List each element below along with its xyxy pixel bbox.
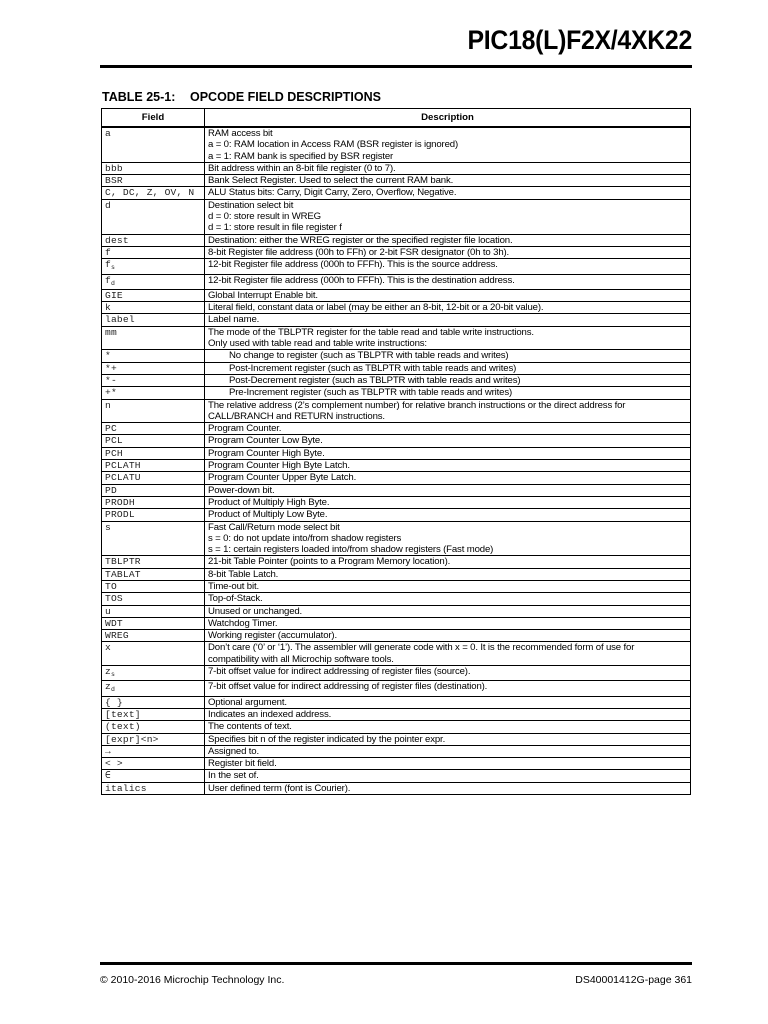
- table-row: [102, 447, 691, 459]
- description-line: Product of Multiply Low Byte.: [208, 509, 328, 521]
- table-row: [102, 175, 691, 187]
- description-line: Watchdog Timer.: [208, 617, 278, 629]
- field-cell: (text): [102, 721, 205, 733]
- table-row: [102, 770, 691, 782]
- table-row: [102, 666, 691, 681]
- description-cell: [205, 782, 691, 794]
- table-caption: [102, 89, 381, 105]
- table-row: [102, 733, 691, 745]
- description-cell: [205, 162, 691, 174]
- table-row: [102, 350, 691, 362]
- description-cell: [205, 447, 691, 459]
- field-cell: a: [102, 127, 205, 162]
- description-line: compatibility with all Microchip software tools.: [208, 653, 394, 665]
- description-line: CALL/BRANCH and RETURN instructions.: [208, 410, 385, 422]
- field-cell: u: [102, 605, 205, 617]
- field-cell: WDT: [102, 617, 205, 629]
- description-line: s = 1: certain registers loaded into/from shadow registers (Fast mode): [208, 544, 494, 556]
- field-cell: k: [102, 302, 205, 314]
- column-header-field: Field: [102, 109, 205, 128]
- field-cell: bbb: [102, 162, 205, 174]
- description-line: User defined term (font is Courier).: [208, 782, 351, 794]
- table-row: [102, 556, 691, 568]
- description-line: 21-bit Table Pointer (points to a Program Memory location).: [208, 556, 451, 568]
- description-line: Post-Increment register (such as TBLPTR with table reads and writes): [229, 362, 517, 374]
- description-line: Specifies bit n of the register indicated by the pointer expr.: [208, 733, 446, 745]
- description-cell: [205, 593, 691, 605]
- description-cell: [205, 696, 691, 708]
- table-number: TABLE 25-1:: [102, 90, 176, 104]
- field-cell: $z_d$: [102, 681, 205, 696]
- table-row: [102, 681, 691, 696]
- description-cell: [205, 642, 691, 666]
- description-cell: [205, 630, 691, 642]
- description-cell: [205, 758, 691, 770]
- description-cell: [205, 362, 691, 374]
- description-line: Bit address within an 8-bit file register (0 to 7).: [208, 162, 396, 174]
- description-cell: [205, 708, 691, 720]
- table-row: [102, 617, 691, 629]
- field-cell: +*: [102, 387, 205, 399]
- description-cell: [205, 399, 691, 423]
- field-cell: ∈: [102, 770, 205, 782]
- field-cell: PCLATH: [102, 460, 205, 472]
- table-row: [102, 642, 691, 666]
- document-title: PIC18(L)F2X/4XK22: [467, 25, 692, 55]
- description-cell: [205, 314, 691, 326]
- page-footer: [100, 962, 692, 992]
- table-row: [102, 314, 691, 326]
- field-cell: $\overline{TO}$: [102, 580, 205, 592]
- description-line: s = 0: do not update into/from shadow registers: [208, 532, 402, 544]
- field-cell: $f_d$: [102, 274, 205, 289]
- description-line: 7-bit offset value for indirect addressing of register files (destination).: [208, 681, 488, 693]
- description-line: The contents of text.: [208, 721, 292, 733]
- opcode-field-table: [101, 108, 691, 795]
- description-cell: [205, 350, 691, 362]
- description-cell: [205, 681, 691, 696]
- description-line: d = 0: store result in WREG: [208, 211, 321, 223]
- table-row: [102, 234, 691, 246]
- field-cell: TABLAT: [102, 568, 205, 580]
- table-row: [102, 460, 691, 472]
- table-row: [102, 187, 691, 199]
- description-line: Register bit field.: [208, 758, 277, 770]
- table-row: [102, 199, 691, 234]
- field-cell: s: [102, 521, 205, 556]
- table-row: [102, 259, 691, 274]
- field-cell: PC: [102, 423, 205, 435]
- table-body: [102, 127, 691, 795]
- description-cell: [205, 509, 691, 521]
- description-line: No change to register (such as TBLPTR with table reads and writes): [229, 350, 509, 362]
- description-line: 12-bit Register file address (000h to FFFh). This is the destination address.: [208, 274, 515, 286]
- description-line: a = 0: RAM location in Access RAM (BSR register is ignored): [208, 139, 459, 151]
- copyright-notice: © 2010-2016 Microchip Technology Inc.: [100, 974, 285, 986]
- description-line: Fast Call/Return mode select bit: [208, 521, 340, 533]
- description-line: Only used with table read and table write instructions:: [208, 338, 427, 350]
- field-cell: GIE: [102, 289, 205, 301]
- table-row: [102, 484, 691, 496]
- field-cell: *: [102, 350, 205, 362]
- description-cell: [205, 496, 691, 508]
- description-cell: [205, 721, 691, 733]
- description-cell: [205, 234, 691, 246]
- description-line: Assigned to.: [208, 745, 259, 757]
- description-cell: [205, 127, 691, 162]
- description-cell: [205, 580, 691, 592]
- field-cell: PCL: [102, 435, 205, 447]
- description-cell: [205, 745, 691, 757]
- table-row: [102, 374, 691, 386]
- table-row: [102, 435, 691, 447]
- field-cell: f: [102, 246, 205, 258]
- description-cell: [205, 568, 691, 580]
- table-row: [102, 782, 691, 794]
- description-cell: [205, 605, 691, 617]
- description-line: Pre-Increment register (such as TBLPTR with table reads and writes): [229, 387, 513, 399]
- field-cell: < >: [102, 758, 205, 770]
- description-cell: [205, 302, 691, 314]
- description-line: Product of Multiply High Byte.: [208, 496, 330, 508]
- description-line: 12-bit Register file address (000h to FFFh). This is the source address.: [208, 259, 498, 271]
- table-row: [102, 721, 691, 733]
- table-row: [102, 696, 691, 708]
- page-reference: DS40001412G-page 361: [575, 974, 692, 986]
- description-line: Don’t care (‘0’ or ‘1’). The assembler will generate code with x = 0. It is the recommended form of use for: [208, 642, 635, 654]
- table-row: [102, 472, 691, 484]
- field-cell: TOS: [102, 593, 205, 605]
- description-line: Program Counter Upper Byte Latch.: [208, 472, 357, 484]
- description-line: 7-bit offset value for indirect addressing of register files (source).: [208, 666, 471, 678]
- field-cell: PRODL: [102, 509, 205, 521]
- table-row: [102, 326, 691, 350]
- table-row: [102, 289, 691, 301]
- description-line: Working register (accumulator).: [208, 630, 337, 642]
- description-cell: [205, 435, 691, 447]
- table-row: [102, 302, 691, 314]
- field-cell: $z_s$: [102, 666, 205, 681]
- description-line: a = 1: RAM bank is specified by BSR register: [208, 150, 394, 162]
- header-rule: [100, 65, 692, 68]
- description-line: ALU Status bits: Carry, Digit Carry, Zero, Overflow, Negative.: [208, 187, 457, 199]
- table-row: [102, 362, 691, 374]
- description-cell: [205, 521, 691, 556]
- description-line: d = 1: store result in file register f: [208, 222, 342, 234]
- table-row: [102, 758, 691, 770]
- description-line: Top-of-Stack.: [208, 593, 263, 605]
- field-cell: PCH: [102, 447, 205, 459]
- description-line: Post-Decrement register (such as TBLPTR with table reads and writes): [229, 374, 521, 386]
- field-cell: dest: [102, 234, 205, 246]
- table-row: [102, 708, 691, 720]
- description-line: Program Counter High Byte Latch.: [208, 460, 350, 472]
- field-cell: $\overline{PD}$: [102, 484, 205, 496]
- page-header: [100, 22, 692, 68]
- field-cell: [expr]<n>: [102, 733, 205, 745]
- field-cell: WREG: [102, 630, 205, 642]
- description-line: Bank Select Register. Used to select the current RAM bank.: [208, 175, 454, 187]
- field-cell: label: [102, 314, 205, 326]
- description-line: Optional argument.: [208, 696, 287, 708]
- description-line: 8-bit Table Latch.: [208, 568, 279, 580]
- field-cell: [text]: [102, 708, 205, 720]
- description-line: Global Interrupt Enable bit.: [208, 289, 318, 301]
- table-row: [102, 630, 691, 642]
- table-row: [102, 387, 691, 399]
- field-cell: $f_s$: [102, 259, 205, 274]
- description-cell: [205, 187, 691, 199]
- description-line: Destination: either the WREG register or the specified register file location.: [208, 234, 513, 246]
- description-cell: [205, 770, 691, 782]
- table-row: [102, 745, 691, 757]
- table-row: [102, 568, 691, 580]
- description-line: Program Counter High Byte.: [208, 447, 325, 459]
- description-line: The mode of the TBLPTR register for the table read and table write instructions.: [208, 326, 534, 338]
- table-row: [102, 127, 691, 162]
- description-cell: [205, 617, 691, 629]
- description-line: The relative address (2’s complement number) for relative branch instructions or the direct address for: [208, 399, 626, 411]
- description-cell: [205, 472, 691, 484]
- description-cell: [205, 199, 691, 234]
- footer-rule: [100, 962, 692, 965]
- description-cell: [205, 374, 691, 386]
- description-line: In the set of.: [208, 770, 259, 782]
- description-cell: [205, 733, 691, 745]
- table-row: [102, 274, 691, 289]
- field-cell: n: [102, 399, 205, 423]
- description-cell: [205, 326, 691, 350]
- description-line: Time-out bit.: [208, 580, 260, 592]
- table-row: [102, 162, 691, 174]
- description-cell: [205, 423, 691, 435]
- field-cell: d: [102, 199, 205, 234]
- field-cell: mm: [102, 326, 205, 350]
- description-cell: [205, 289, 691, 301]
- description-cell: [205, 484, 691, 496]
- description-cell: [205, 246, 691, 258]
- description-line: Unused or unchanged.: [208, 605, 303, 617]
- description-line: Power-down bit.: [208, 484, 275, 496]
- field-cell: PRODH: [102, 496, 205, 508]
- table-row: [102, 509, 691, 521]
- description-line: 8-bit Register file address (00h to FFh) or 2-bit FSR designator (0h to 3h).: [208, 246, 510, 258]
- field-cell: x: [102, 642, 205, 666]
- field-cell: BSR: [102, 175, 205, 187]
- table-row: [102, 605, 691, 617]
- field-cell: PCLATU: [102, 472, 205, 484]
- table-row: [102, 399, 691, 423]
- field-cell: C, DC, Z, OV, N: [102, 187, 205, 199]
- field-cell: *-: [102, 374, 205, 386]
- field-cell: { }: [102, 696, 205, 708]
- description-cell: [205, 274, 691, 289]
- table-row: [102, 246, 691, 258]
- table-title: OPCODE FIELD DESCRIPTIONS: [190, 90, 381, 104]
- table-row: [102, 593, 691, 605]
- table-row: [102, 580, 691, 592]
- description-cell: [205, 175, 691, 187]
- field-cell: TBLPTR: [102, 556, 205, 568]
- description-line: Indicates an indexed address.: [208, 708, 332, 720]
- field-cell: →: [102, 745, 205, 757]
- field-cell: italics: [102, 782, 205, 794]
- description-cell: [205, 387, 691, 399]
- table-row: [102, 496, 691, 508]
- column-header-description: Description: [205, 109, 691, 128]
- description-line: Program Counter.: [208, 423, 282, 435]
- table-row: [102, 423, 691, 435]
- description-line: Label name.: [208, 314, 260, 326]
- description-line: Program Counter Low Byte.: [208, 435, 323, 447]
- description-cell: [205, 556, 691, 568]
- description-line: Literal field, constant data or label (may be either an 8-bit, 12-bit or a 20-bit value).: [208, 302, 544, 314]
- table-row: [102, 521, 691, 556]
- table-header-row: [102, 109, 691, 128]
- description-line: RAM access bit: [208, 128, 273, 139]
- field-cell: *+: [102, 362, 205, 374]
- description-cell: [205, 460, 691, 472]
- description-cell: [205, 666, 691, 681]
- description-cell: [205, 259, 691, 274]
- description-line: Destination select bit: [208, 199, 294, 211]
